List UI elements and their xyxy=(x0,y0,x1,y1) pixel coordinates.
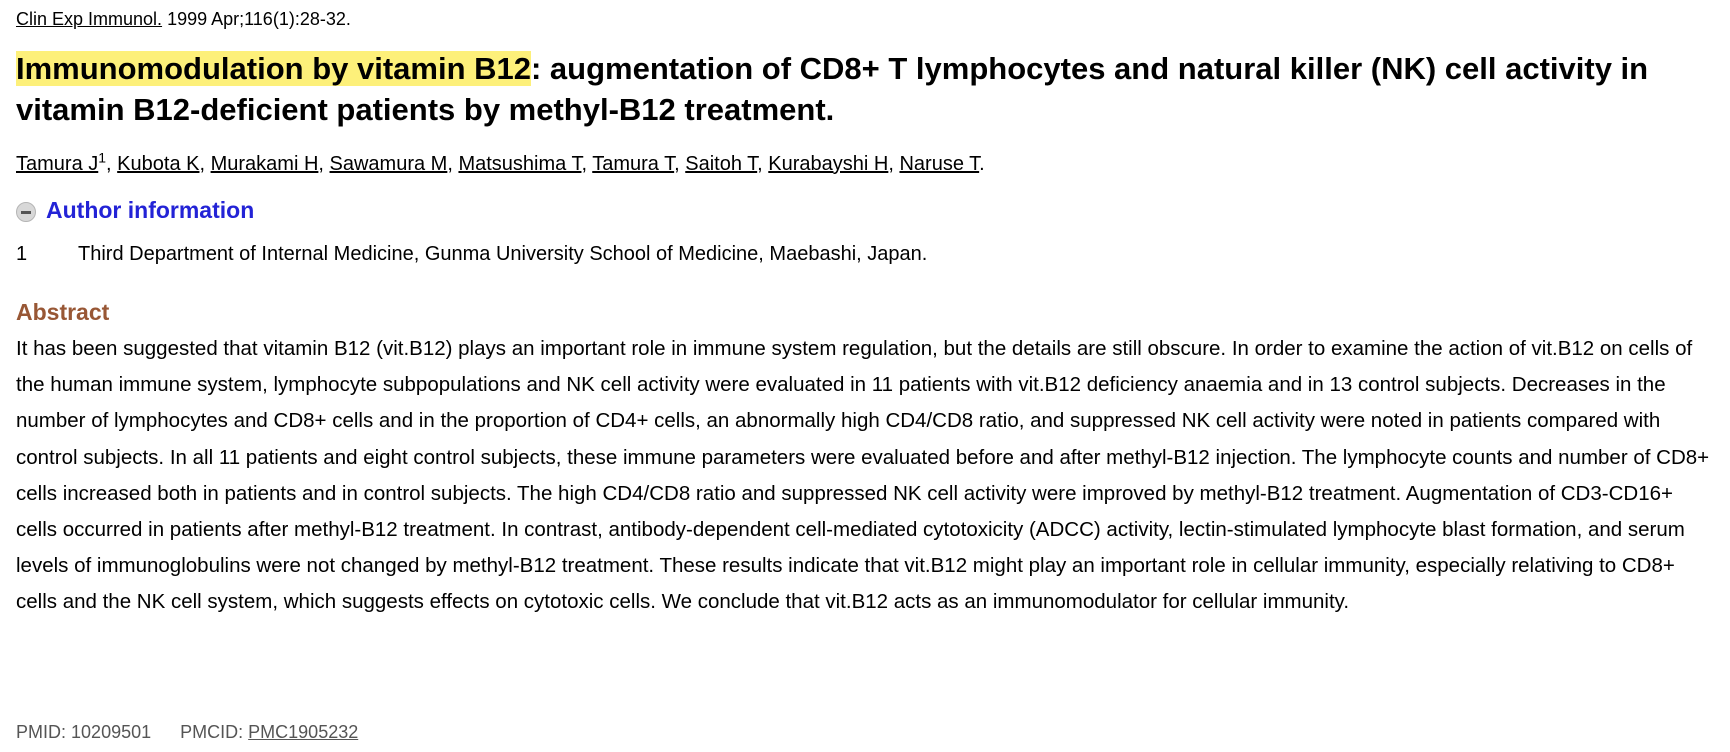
pmcid-label: PMCID: xyxy=(180,722,244,742)
author-info-toggle[interactable] xyxy=(16,196,254,224)
title-highlight: Immunomodulation by vitamin B12 xyxy=(16,51,531,86)
author-list: Tamura $J^1$, Kubota K, Murakami H, Sawamura M, Matsushima T, Tamura T, Saitoh T, Kurabayshi H, Naruse T. xyxy=(16,149,985,175)
author-link[interactable]: Murakami H xyxy=(210,153,319,175)
author-affiliation-marker: 1 xyxy=(98,149,107,166)
affiliation-number: 1 xyxy=(16,243,28,265)
author-link[interactable]: Sawamura M xyxy=(329,153,448,175)
journal-link[interactable]: Clin Exp Immunol. xyxy=(16,9,163,29)
author-link[interactable]: Matsushima T xyxy=(458,153,582,175)
pmid-value: 10209501 xyxy=(71,722,152,742)
author-link[interactable]: Tamura T xyxy=(592,153,675,175)
identifiers xyxy=(16,720,358,744)
author-link[interactable]: Saitoh T xyxy=(685,153,758,175)
author-link[interactable]: Tamura J xyxy=(16,153,99,175)
affiliation-item xyxy=(16,241,927,267)
article-title xyxy=(16,48,1716,130)
collapse-icon[interactable] xyxy=(16,202,36,222)
author-link[interactable]: Kurabayshi H xyxy=(768,153,889,175)
title-rest: : augmentation of CD8+ T lymphocytes and natural killer (NK) cell activity in vitamin B12-deficient patients by methyl-B12 treatment. xyxy=(16,51,1649,127)
pmcid-link[interactable]: PMC1905232 xyxy=(248,722,359,742)
citation-details: 1999 Apr;116(1):28-32. xyxy=(162,9,351,29)
author-link[interactable]: Naruse T xyxy=(899,153,980,175)
author-info-label[interactable]: Author information xyxy=(46,197,255,223)
abstract-heading: Abstract xyxy=(16,299,110,325)
affiliation-text: Third Department of Internal Medicine, Gunma University School of Medicine, Maebashi, Japan. xyxy=(78,243,928,265)
citation-line xyxy=(16,7,351,31)
pmid-label: PMID: xyxy=(16,722,67,742)
abstract-text: It has been suggested that vitamin B12 (vit.B12) plays an important role in immune system regulation, but the details are still obscure. In order to examine the action of vit.B12 on cells of the human immune system, lymphocyte subpopulations and NK cell activity were evaluated in 11 patients with vit.B12 deficiency anaemia and in 13 control subjects. Decreases in the number of lymphocytes and CD8+ cells and in the proportion of CD4+ cells, an abnormally high CD4/CD8 ratio, and suppressed NK cell activity were noted in patients compared with control subjects. In all 11 patients and eight control subjects, these immune parameters were evaluated before and after methyl-B12 injection. The lymphocyte counts and number of CD8+ cells increased both in patients and in control subjects. The high CD4/CD8 ratio and suppressed NK cell activity were improved by methyl-B12 treatment. Augmentation of CD3-CD16+ cells occurred in patients after methyl-B12 treatment. In contrast, antibody-dependent cell-mediated cytotoxicity (ADCC) activity, lectin-stimulated lymphocyte blast formation, and serum levels of immunoglobulins were not changed by methyl-B12 treatment. These results indicate that vit.B12 might play an important role in cellular immunity, especially relativing to CD8+ cells and the NK cell system, which suggests effects on cytotoxic cells. We conclude that vit.B12 acts as an immunomodulator for cellular immunity. xyxy=(16,337,1710,614)
author-link[interactable]: Kubota K xyxy=(117,153,200,175)
